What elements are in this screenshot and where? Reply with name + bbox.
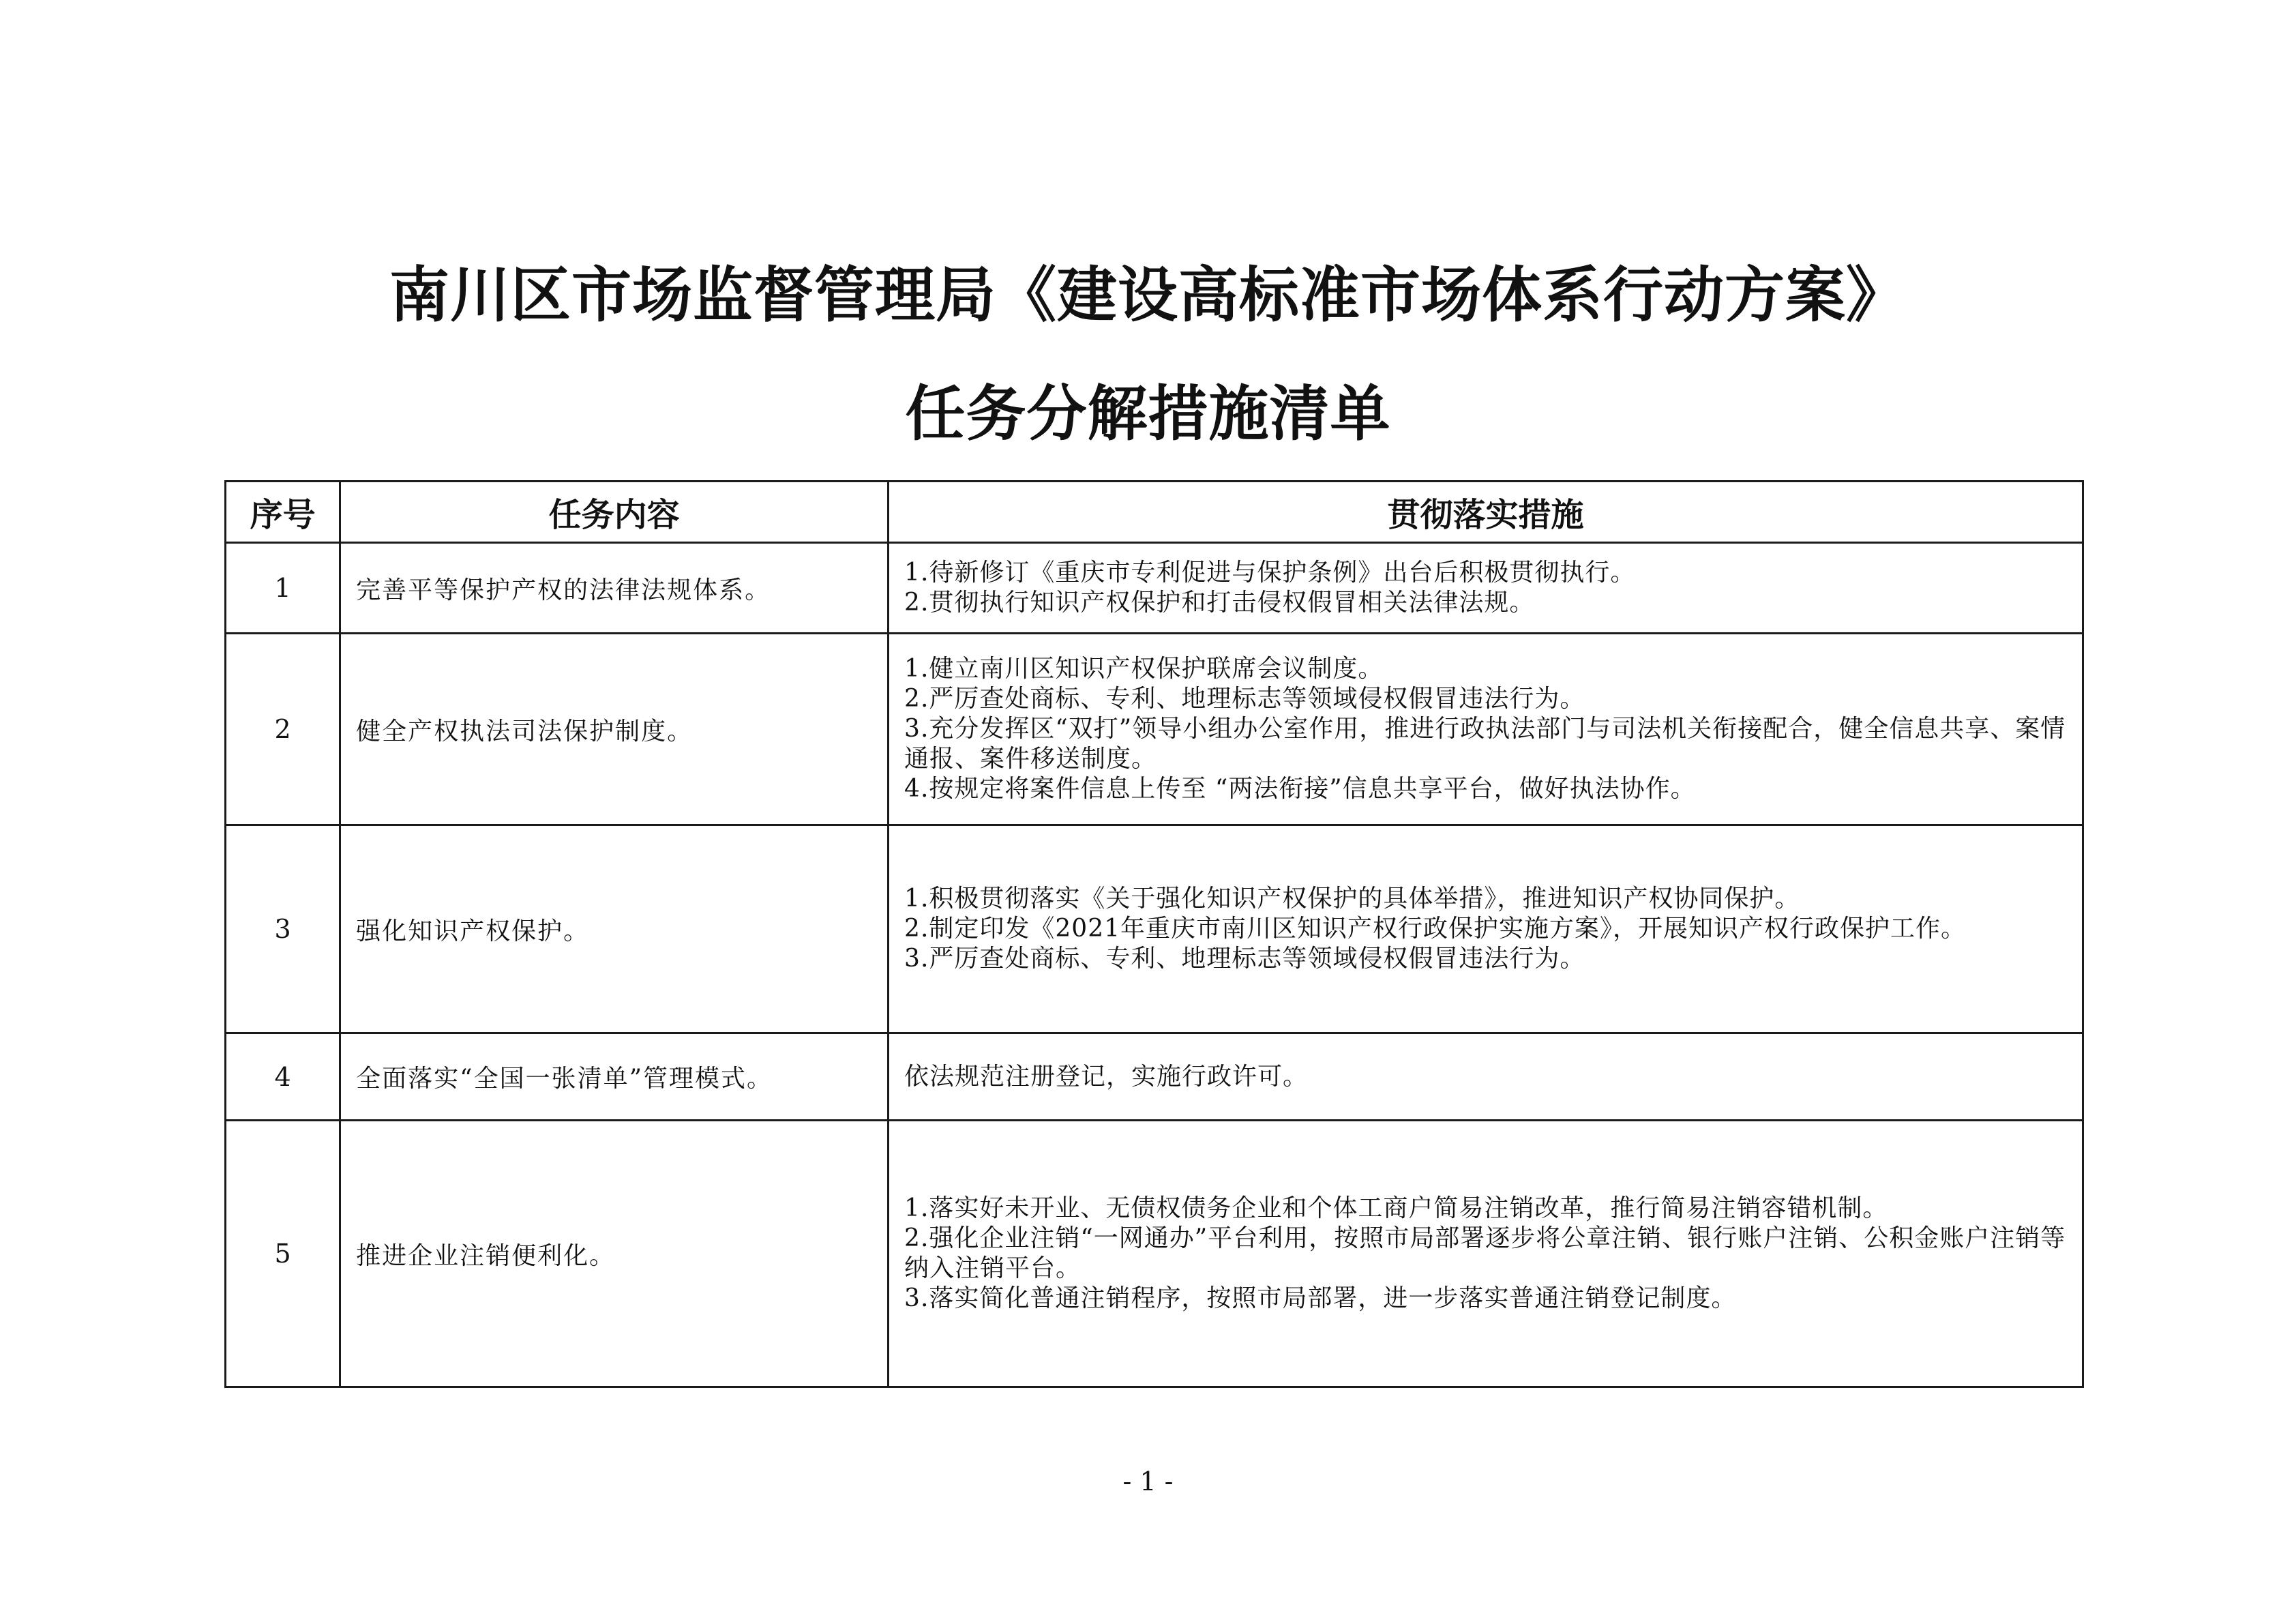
row-number: 2 [226, 634, 340, 825]
header-task: 任务内容 [340, 482, 889, 543]
measure-item: 3.严厉查处商标、专利、地理标志等领域侵权假冒违法行为。 [904, 945, 1585, 973]
measure-item: 1.待新修订《重庆市专利促进与保护条例》出台后积极贯彻执行。 [904, 559, 1636, 587]
row-measures [889, 543, 2083, 634]
measure-item: 2.制定印发《2021年重庆市南川区知识产权行政保护实施方案》，开展知识产权行政保护工作。 [904, 915, 1967, 943]
measure-item: 3.充分发挥区“双打”领导小组办公室作用，推进行政执法部门与司法机关衔接配合，健全信息共享、案情通报、案件移送制度。 [904, 715, 2066, 773]
row-number: 1 [226, 543, 340, 634]
measure-item: 2.严厉查处商标、专利、地理标志等领域侵权假冒违法行为。 [904, 685, 1585, 713]
row-task: 完善平等保护产权的法律法规体系。 [340, 543, 889, 634]
row-number: 4 [226, 1033, 340, 1121]
row-task: 健全产权执法司法保护制度。 [340, 634, 889, 825]
page-number: - 1 - [1122, 1466, 1174, 1496]
document-title-line2: 任务分解措施清单 [905, 378, 1391, 449]
measure-item: 1.落实好未开业、无债权债务企业和个体工商户简易注销改革，推行简易注销容错机制。 [904, 1194, 1888, 1222]
table-row [226, 543, 2083, 634]
measure-item: 1.健立南川区知识产权保护联席会议制度。 [904, 655, 1384, 683]
row-number: 3 [226, 825, 340, 1033]
table-header-row [226, 482, 2083, 543]
measure-item: 1.积极贯彻落实《关于强化知识产权保护的具体举措》，推进知识产权协同保护。 [904, 885, 1800, 913]
measure-item: 依法规范注册登记，实施行政许可。 [904, 1062, 1309, 1091]
measure-item: 4.按规定将案件信息上传至 “两法衔接”信息共享平台，做好执法协作。 [904, 775, 1696, 803]
table-row [226, 1033, 2083, 1121]
measure-item: 3.落实简化普通注销程序，按照市局部署，进一步落实普通注销登记制度。 [904, 1284, 1737, 1312]
table-row [226, 634, 2083, 825]
header-measures: 贯彻落实措施 [889, 482, 2083, 543]
task-table [224, 480, 2084, 1388]
row-measures [889, 634, 2083, 825]
table-row [226, 825, 2083, 1033]
measure-item: 2.贯彻执行知识产权保护和打击侵权假冒相关法律法规。 [904, 589, 1535, 617]
header-no: 序号 [226, 482, 340, 543]
row-task: 全面落实“全国一张清单”管理模式。 [340, 1033, 889, 1121]
table-row [226, 1121, 2083, 1387]
row-measures [889, 825, 2083, 1033]
row-number: 5 [226, 1121, 340, 1387]
measure-item: 2.强化企业注销“一网通办”平台利用，按照市局部署逐步将公章注销、银行账户注销、公积金账户注销等纳入注销平台。 [904, 1224, 2066, 1282]
row-task: 推进企业注销便利化。 [340, 1121, 889, 1387]
row-task: 强化知识产权保护。 [340, 825, 889, 1033]
row-measures [889, 1033, 2083, 1121]
row-measures [889, 1121, 2083, 1387]
document-title-line1: 南川区市场监督管理局《建设高标准市场体系行动方案》 [389, 259, 1907, 330]
